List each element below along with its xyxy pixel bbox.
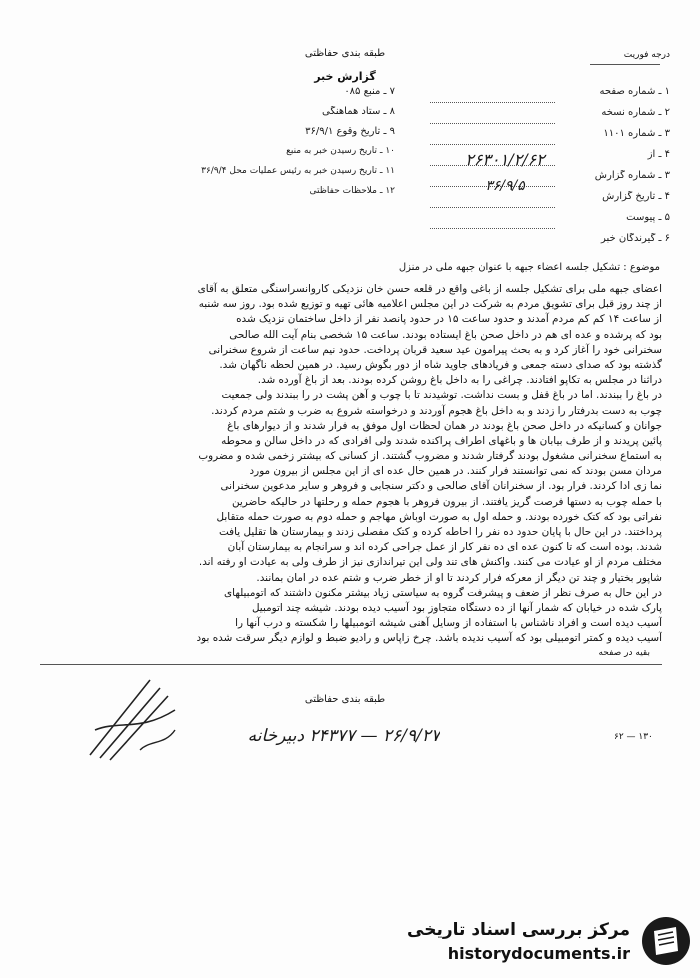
body-line: به استماع سخنرانی مشغول بودند گرفتار شدند و مضروب گشتند. از کسانی که بیشتر زخمی شده و مضروب	[198, 450, 662, 463]
body-line: در این حال به صرف نظر از ضعف و پیشرفت گروه به سیاستی زیاد بیشتر مکنون داشتند که اتومبیلهای	[224, 586, 662, 599]
report-body	[40, 282, 662, 647]
body-line: مردان مسن بودند که نمی توانستند فرار کنند. در همین حال عده ای از این مجلس از بیرون مورد	[249, 465, 662, 478]
handwritten-report-date: ۳۶/۹/۵	[485, 178, 525, 194]
body-line: دراثنا در مجلس به تکاپو افتادند. چراغی را به داخل باغ روشن کرده بودند. بعد از باغ آورده شد.	[257, 374, 662, 387]
signature-mark	[80, 660, 190, 770]
body-line: گذشته بود که صدای دسته جمعی و فریادهای جاوید شاه از دور بگوش رسید. در همین لحظه ناگهان شد.	[219, 358, 662, 371]
field-copy-number: ۲ ـ شماره نسخه	[601, 107, 670, 118]
field-operation-date: ۱۱ ـ تاریخ رسیدن خبر به رئیس عملیات محل ۳۶/۹/۴	[201, 166, 395, 176]
urgency-label: درجه فوریت	[623, 50, 670, 60]
body-line: نفراتی بود که کتک خورده بودند. و حمله اول به صورت اوباش مهاجم و حمله دوم به صورت حمله متقابل	[216, 510, 662, 523]
footer-classification: طبقه بندی حفاظتی	[304, 694, 386, 705]
watermark-title: مرکز بررسی اسناد تاریخی	[407, 919, 630, 940]
body-line: از ساعت ۱۴ کم کم مردم آمدند و حدود ساعت ۱۵ در حدود پانصد نفر از داخل ساختمان نزدیک شده	[236, 313, 662, 326]
body-line: از چند روز قبل برای تشویق مردم به شرکت در این مجلس اعلامیه هائی تهیه و توزیع شده بود. روز سه شنبه	[198, 298, 662, 311]
body-line: پائین پریدند و از طرف بیابان ها و باغهای اطراف پراکنده شدند ولی افرادی که در داخل سالن و محوطه	[221, 434, 662, 447]
body-line: شاپور بختیار و چند تن دیگر از معرکه فرار کردند تا او از خطر ضرب و شتم عده در امان بمانند.	[256, 571, 662, 584]
field-coordination: ۸ ـ ستاد هماهنگی	[322, 106, 395, 117]
field-recipients: ۶ ـ گیرندگان خبر	[600, 233, 670, 244]
field-report-date: ۴ ـ تاریخ گزارش	[602, 191, 670, 202]
body-line: نما زی ادا کردند. فرار بود. از سخنرانان آقای صالحی و دکتر سنجابی و فروهر و سایر مدعوین سخنرانی	[220, 480, 662, 493]
body-line: آسیب دیده است و افراد ناشناس با استفاده از وسایل آهنی شیشه اتومبیلها را شکسته و درب آنها را	[235, 617, 662, 630]
field-security-notes: ۱۲ ـ ملاحظات حفاظتی	[309, 186, 395, 196]
body-line: جوانان و کسانیکه در داخل صحن باغ بودند در همان لحظات اول موفق به فرار شدند و از دیوارهای باغ	[227, 419, 662, 432]
archive-logo-icon	[640, 915, 692, 967]
closing-note: بقیه در صفحه	[598, 648, 650, 658]
field-from: ۴ ـ از	[647, 149, 670, 160]
body-line: سخنرانی خود را آغاز کرد و به بحث پیرامون عید سعید قربان پرداخت. حدود نیم ساعت از شروع سخنرانی	[208, 343, 662, 356]
body-line: با حمله چوب به دستها فرصت گریز یافتند. از بیرون فروهر با هجوم حمله و رحلتها در حالیکه حاضرین	[231, 495, 662, 508]
field-news-date: ۱۰ ـ تاریخ رسیدن خبر به منبع	[286, 146, 395, 156]
body-line: بود که پرشده و عده ای هم در داخل صحن باغ ایستاده بودند. ساعت ۱۵ شخصی بنام آیت الله صالحی	[229, 328, 662, 341]
body-line: پارک شده در خیابان که شمار آنها از ده دستگاه متجاوز بود آسیب دیده بودند. شیشه چند اتومبیل	[251, 601, 662, 614]
body-line: شدند. بوده است که تا کنون عده ای ده نفر کار از عمل جراحی کرده اند و سرانجام به بیمارستان آبان	[227, 541, 662, 554]
body-line: اعضای جبهه ملی برای تشکیل جلسه از باغی واقع در قلعه حسن خان نزدیکی کاروانسراسنگی متعلق به آقای	[197, 283, 662, 295]
subject-line: موضوع : تشکیل جلسه اعضاء جبهه با عنوان جبهه ملی در منزل	[398, 262, 660, 273]
report-title: گزارش خبر	[314, 70, 376, 83]
field-page-number: ۱ ـ شماره صفحه	[599, 86, 670, 97]
body-line: آسیب دیده و کمتر اتومبیلی بود که آسیب ندیده باشد. چرخ زاپاس و رادیو ضبط و لوازم دیگر سرقت شده بود	[196, 632, 662, 645]
left-header-fields	[160, 86, 395, 206]
watermark	[362, 912, 692, 970]
field-report-number: ۳ ـ شماره گزارش	[594, 170, 670, 181]
handwritten-report-number: ۲۶۳۰۱/۲/۶۲	[465, 150, 545, 169]
page-code: ۶۲ — ۱۳۰	[614, 732, 653, 742]
body-line: مختلف مردم از او عیادت می کنند. واکنش های تند ولی این تیراندازی نیز از طرف ولی به عیادت او رفته اند.	[198, 556, 662, 569]
field-number: ۳ ـ شماره ۱۱۰۱	[603, 128, 670, 139]
body-line: در باغ را ببندند. اما در باغ قفل و بست نداشت. توشیدند تا با چوب و آهن پشت در را ببندند ولی جمعیت	[221, 389, 662, 402]
handwritten-footer: ۲۶/۹/۲۷ — ۲۴۳۷۷ دبیرخانه	[247, 726, 440, 746]
classification-header: طبقه بندی حفاظتی	[304, 48, 386, 59]
body-line: چوب به دست بدرفتار را زدند و به داخل باغ هجوم آوردند و درخواسته شروع به ضرب و شتم مردم کردند.	[211, 404, 662, 417]
body-line: پرداختند. در این حال با پایان حدود ده نفر را احاطه کرده و کتک مفصلی زدند و بیمارستان ها تقلیل یافت	[218, 526, 662, 538]
field-source: ۷ ـ منبع ۰۸۵	[344, 86, 395, 97]
field-attachment: ۵ ـ پیوست	[626, 212, 670, 223]
field-incident-date: ۹ ـ تاریخ وقوع ۳۶/۹/۱	[305, 126, 395, 137]
watermark-url: historydocuments.ir	[447, 943, 630, 963]
right-header-fields	[560, 86, 670, 254]
